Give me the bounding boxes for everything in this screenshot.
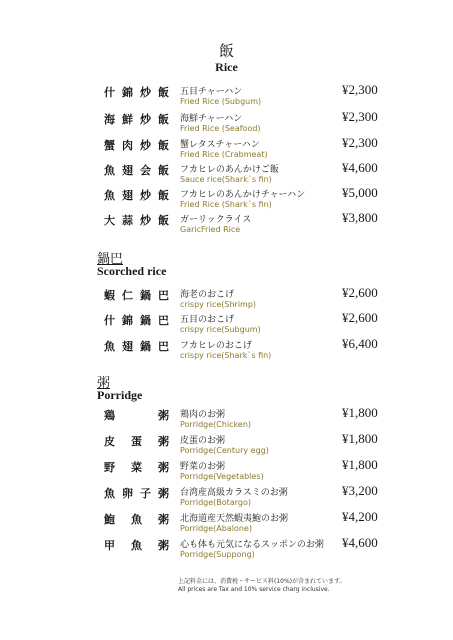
item-name: 甲魚粥 [104, 539, 170, 552]
menu-item [0, 312, 453, 334]
item-japanese: フカヒレのあんかけご飯 [180, 165, 279, 175]
item-english: Fried Rice (Shark`s fin) [180, 200, 272, 209]
item-price: ¥2,600 [342, 310, 378, 325]
item-english: Porridge(Vegetables) [180, 472, 264, 481]
item-name: 鶏粥 [104, 409, 170, 422]
item-price: ¥2,300 [342, 109, 378, 124]
item-japanese: 鶏肉のお粥 [180, 410, 226, 420]
item-japanese: 心も体も元気になるスッポンのお粥 [180, 540, 324, 550]
menu-item [0, 407, 453, 429]
item-english: Fried Rice (Crabmeat) [180, 150, 268, 159]
page-title-kanji: 飯 [218, 42, 234, 60]
item-japanese: 蟹レタスチャーハン [180, 140, 260, 150]
menu-item [0, 537, 453, 559]
item-japanese: 野菜のお粥 [180, 462, 226, 472]
item-price: ¥3,800 [342, 210, 378, 225]
item-english: Porridge(Suppong) [180, 550, 255, 559]
section-title-scorched-en: Scorched rice [97, 264, 167, 278]
item-price: ¥2,300 [342, 82, 378, 97]
item-japanese: フカヒレのおこげ [180, 341, 252, 351]
item-japanese: 海老のおこげ [180, 290, 235, 300]
menu-item [0, 137, 453, 159]
item-japanese: 五目のおこげ [180, 315, 235, 325]
item-name: 蟹肉炒飯 [104, 139, 170, 152]
menu-item [0, 84, 453, 106]
section-title-porridge-en: Porridge [97, 388, 143, 402]
item-price: ¥1,800 [342, 457, 378, 472]
item-name: 鮑魚粥 [104, 513, 170, 526]
item-english: GaricFried Rice [180, 225, 241, 234]
item-price: ¥4,600 [342, 160, 378, 175]
item-price: ¥4,600 [342, 535, 378, 550]
item-name: 野菜粥 [104, 461, 170, 474]
item-english: Sauce rice(Shark`s fin) [180, 175, 272, 184]
item-price: ¥5,000 [342, 185, 378, 200]
section-title-porridge-kanji: 粥 [97, 376, 111, 391]
item-name: 皮蛋粥 [104, 435, 170, 448]
menu-item [0, 485, 453, 507]
item-price: ¥1,800 [342, 405, 378, 420]
item-name: 魚翅会飯 [104, 164, 170, 177]
item-english: Porridge(Abalone) [180, 524, 252, 533]
page-title-en: Rice [215, 60, 238, 74]
item-english: crispy rice(Shrimp) [180, 300, 257, 309]
item-price: ¥3,200 [342, 483, 378, 498]
item-english: Porridge(Century egg) [180, 446, 269, 455]
menu-item [0, 212, 453, 234]
item-japanese: 皮蛋のお粥 [180, 436, 226, 446]
menu-item [0, 459, 453, 481]
menu-item [0, 162, 453, 184]
item-english: crispy rice(Subgum) [180, 325, 261, 334]
item-name: 海鮮炒飯 [104, 113, 170, 126]
menu-item [0, 511, 453, 533]
item-japanese: ガーリックライス [180, 215, 252, 225]
item-name: 什錦鍋巴 [104, 314, 170, 327]
item-japanese: 北海道産天然蝦夷鮑のお粥 [180, 514, 289, 524]
footer-note-en: All prices are Tax and 10% service charg inclusive. [178, 586, 330, 593]
item-price: ¥4,200 [342, 509, 378, 524]
item-english: crispy rice(Shark`s fin) [180, 351, 272, 360]
menu-item [0, 338, 453, 360]
item-english: Fried Rice (Subgum) [180, 97, 262, 106]
item-english: Fried Rice (Seafood) [180, 124, 261, 133]
item-japanese: フカヒレのあんかけチャーハン [180, 190, 306, 200]
menu-item [0, 287, 453, 309]
item-english: Porridge(Chicken) [180, 420, 252, 429]
item-price: ¥2,600 [342, 285, 378, 300]
menu-item [0, 433, 453, 455]
item-name: 什錦炒飯 [104, 86, 170, 99]
item-name: 魚翅鍋巴 [104, 340, 170, 353]
item-english: Porridge(Botargo) [180, 498, 251, 507]
item-name: 大蒜炒飯 [104, 214, 170, 227]
menu-item [0, 111, 453, 133]
item-price: ¥1,800 [342, 431, 378, 446]
item-japanese: 海鮮チャーハン [180, 114, 243, 124]
item-name: 魚翅炒飯 [104, 189, 170, 202]
item-japanese: 五目チャーハン [180, 87, 243, 97]
footer-note-ja: 上記料金には、消費税・サービス料(10%)が含まれています。 [178, 578, 346, 585]
item-price: ¥6,400 [342, 336, 378, 351]
section-title-scorched-kanji: 鍋巴 [97, 252, 124, 267]
item-name: 魚卵子粥 [104, 487, 170, 500]
menu-item [0, 187, 453, 209]
item-name: 蝦仁鍋巴 [104, 289, 170, 302]
item-price: ¥2,300 [342, 135, 378, 150]
item-japanese: 台湾産高級カラスミのお粥 [180, 488, 288, 498]
